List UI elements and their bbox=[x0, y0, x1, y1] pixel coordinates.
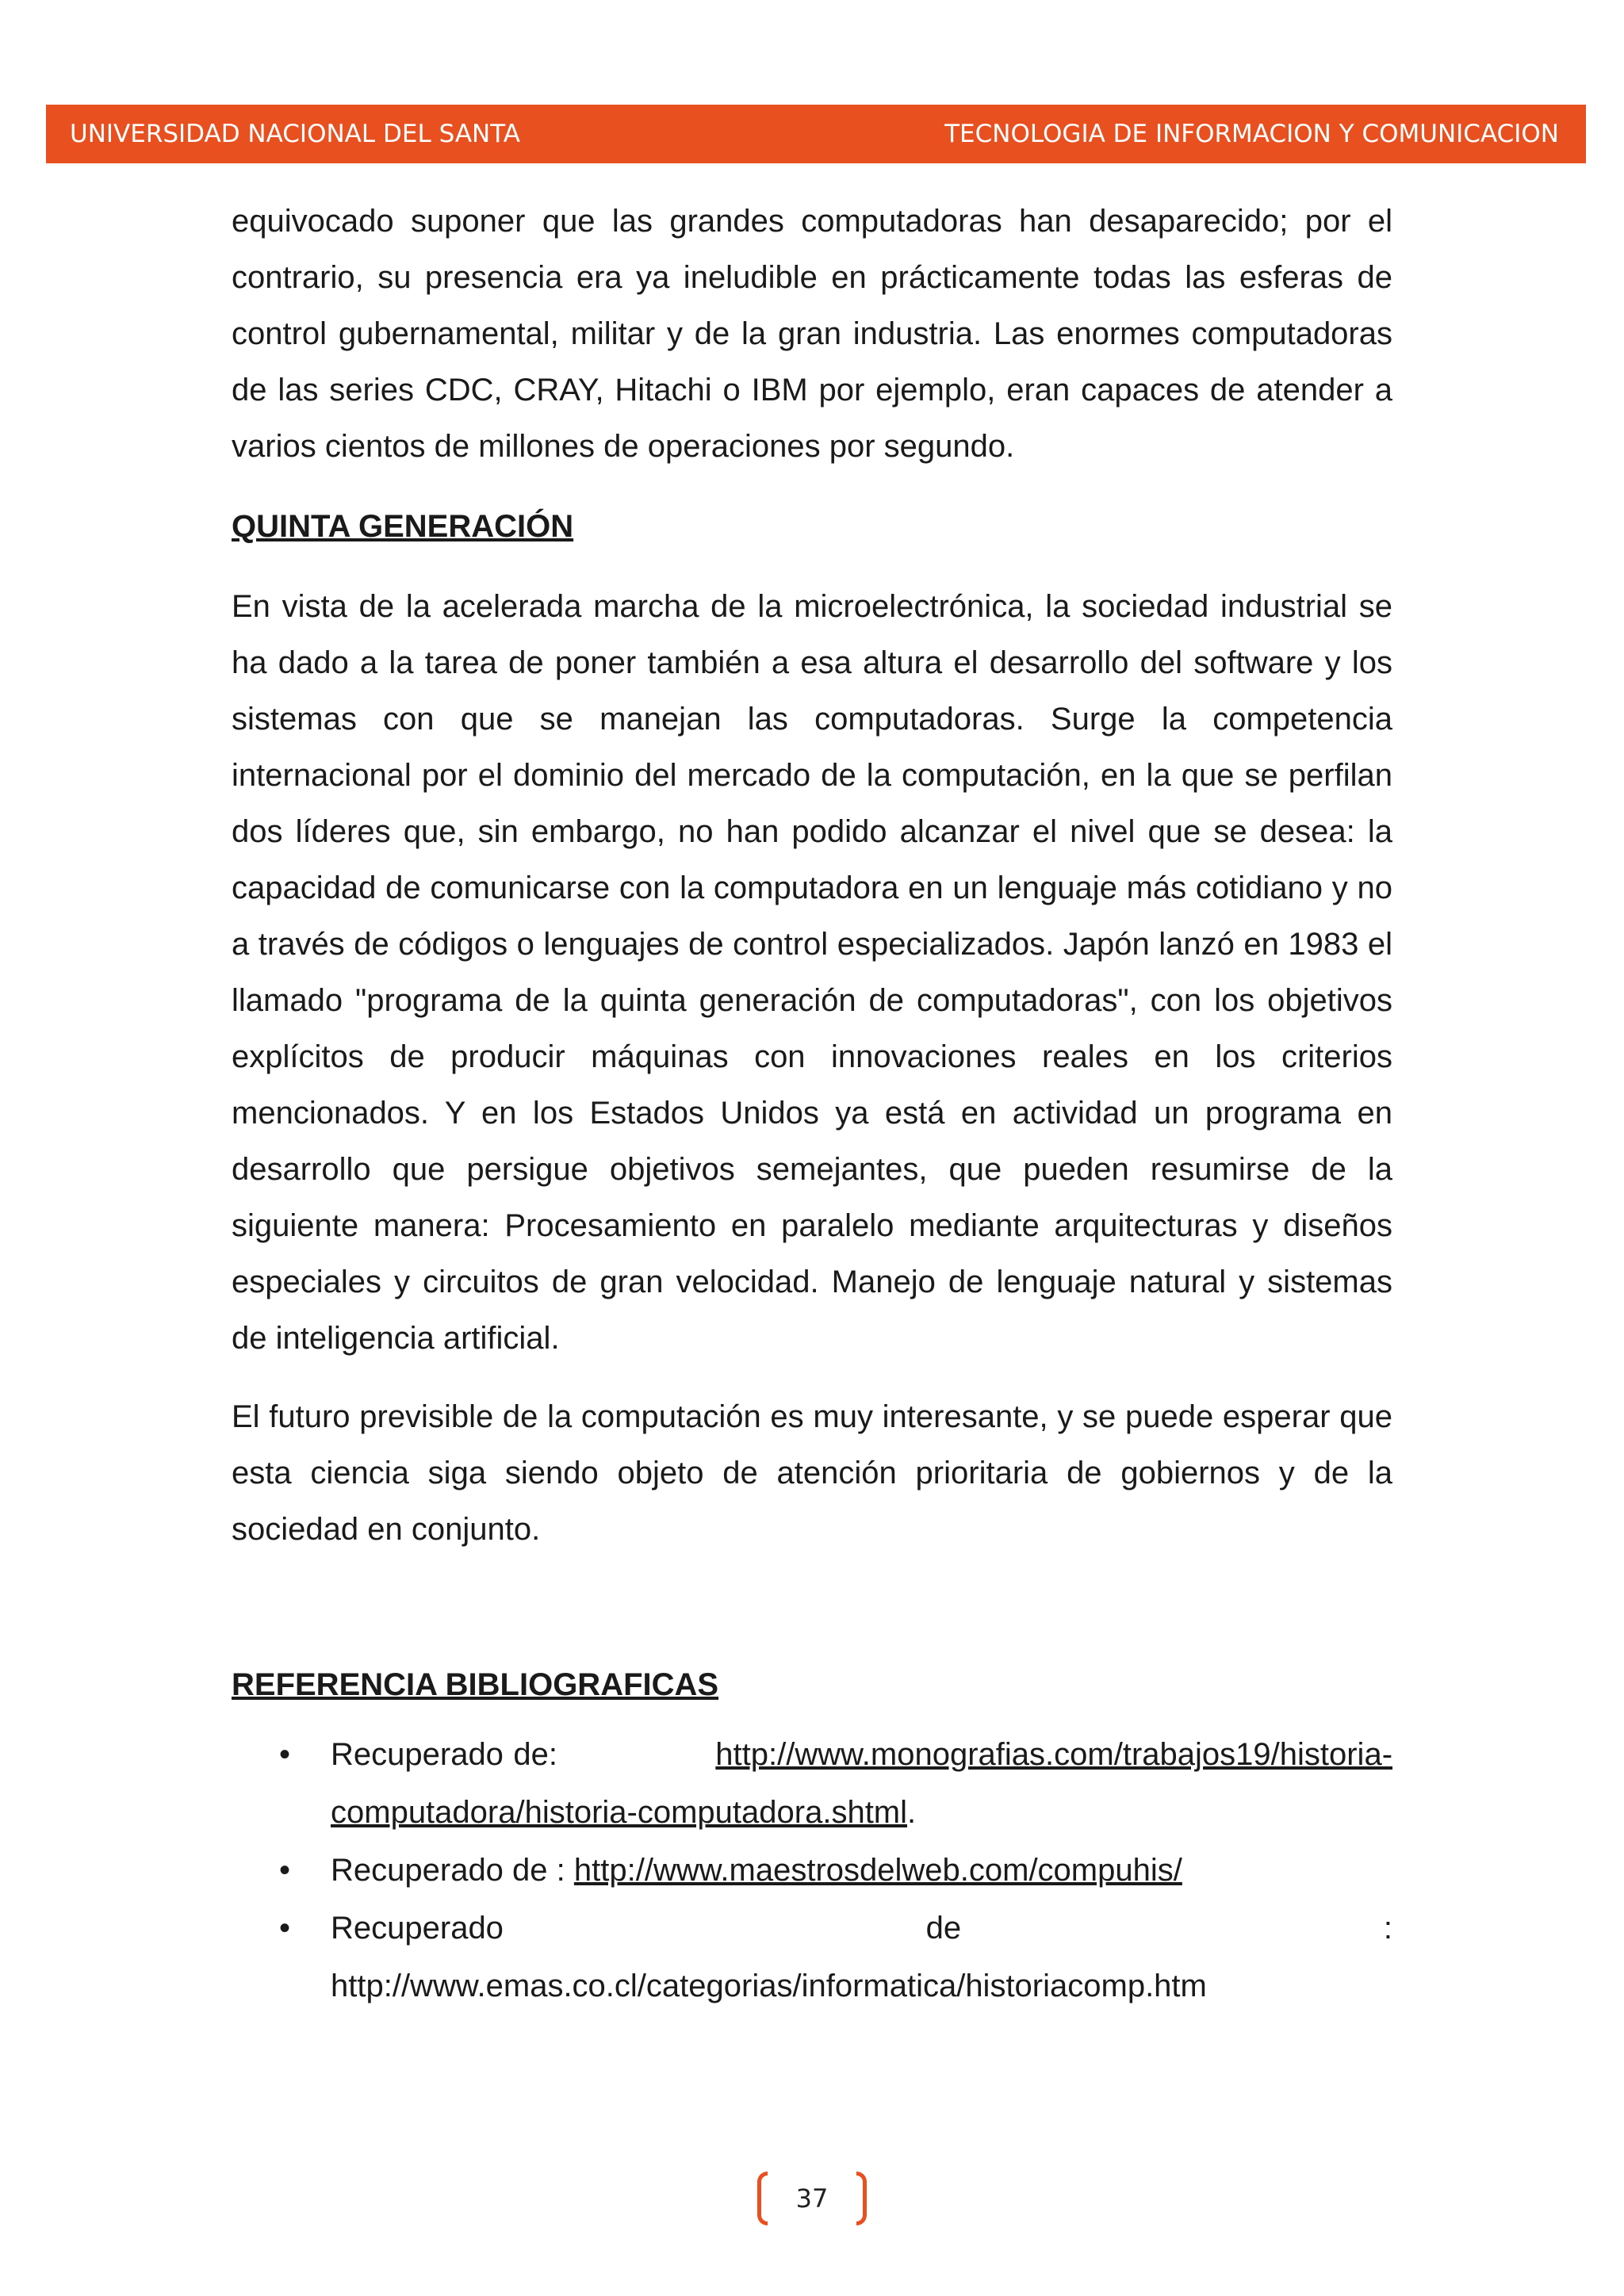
reference-item bbox=[232, 1726, 1392, 1842]
right-bracket-icon bbox=[856, 2172, 867, 2225]
header-right-text: TECNOLOGIA DE INFORMACION Y COMUNICACION bbox=[944, 120, 1559, 148]
reference-prefix-word: de bbox=[925, 1911, 962, 1946]
page-footer bbox=[0, 2171, 1624, 2226]
reference-url-text: http://www.emas.co.cl/categorias/informatica/historiacomp.htm bbox=[331, 1969, 1207, 2003]
left-bracket-icon bbox=[757, 2172, 768, 2225]
page-content bbox=[232, 193, 1392, 2015]
page-number: 37 bbox=[795, 2183, 829, 2214]
paragraph-quinta: En vista de la acelerada marcha de la microelectrónica, la sociedad industrial se ha dado a la tarea de poner también a esa altura el desarrollo del software y los sistemas con que se manejan las computadoras. Surge la competencia internacional por el dominio del mercado de la computación, en la que se perfilan dos líderes que, sin embargo, no han podido alcanzar el nivel que se desea: la capacidad de comunicarse con la computadora en un lenguaje más cotidiano y no a través de códigos o lenguajes de control especializados. Japón lanzó en 1983 el llamado "programa de la quinta generación de computadoras", con los objetivos explícitos de producir máquinas con innovaciones reales en los criterios mencionados. Y en los Estados Unidos ya está en actividad un programa en desarrollo que persigue objetivos semejantes, que pueden resumirse de la siguiente manera: Procesamiento en paralelo mediante arquitecturas y diseños especiales y circuitos de gran velocidad. Manejo de lenguaje natural y sistemas de inteligencia artificial. bbox=[232, 589, 1392, 1356]
paragraph-futuro: El futuro previsible de la computación es muy interesante, y se puede esperar que esta ciencia siga siendo objeto de atención prioritaria de gobiernos y de la sociedad en conjunto. bbox=[232, 1399, 1392, 1547]
reference-prefix: Recuperado de: bbox=[331, 1737, 557, 1772]
paragraph-intro: equivocado suponer que las grandes computadoras han desaparecido; por el contrario, su presencia era ya ineludible en prácticamente todas las esferas de control gubernamental, militar y de la gran industria. Las enormes computadoras de las series CDC, CRAY, Hitachi o IBM por ejemplo, eran capaces de atender a varios cientos de millones de operaciones por segundo. bbox=[232, 204, 1392, 464]
reference-item bbox=[232, 1842, 1392, 1900]
reference-item bbox=[232, 1900, 1392, 2015]
reference-prefix-row bbox=[331, 1900, 1392, 1957]
section-heading-references: REFERENCIA BIBLIOGRAFICAS bbox=[232, 1667, 719, 1702]
reference-suffix: . bbox=[907, 1795, 917, 1830]
page-header bbox=[46, 105, 1586, 163]
reference-list bbox=[232, 1726, 1392, 2015]
reference-prefix-word: : bbox=[1383, 1911, 1392, 1946]
reference-link[interactable]: http://www.maestrosdelweb.com/compuhis/ bbox=[573, 1853, 1182, 1888]
section-heading-quinta: QUINTA GENERACIÓN bbox=[232, 509, 574, 544]
header-left-text: UNIVERSIDAD NACIONAL DEL SANTA bbox=[70, 120, 520, 148]
reference-link[interactable]: http://www.monografias.com/trabajos19/historia-computadora/historia-computadora.shtml bbox=[331, 1737, 1393, 1830]
reference-prefix-word: • Recuperado bbox=[331, 1911, 504, 1946]
reference-prefix: Recuperado de : bbox=[331, 1853, 565, 1888]
